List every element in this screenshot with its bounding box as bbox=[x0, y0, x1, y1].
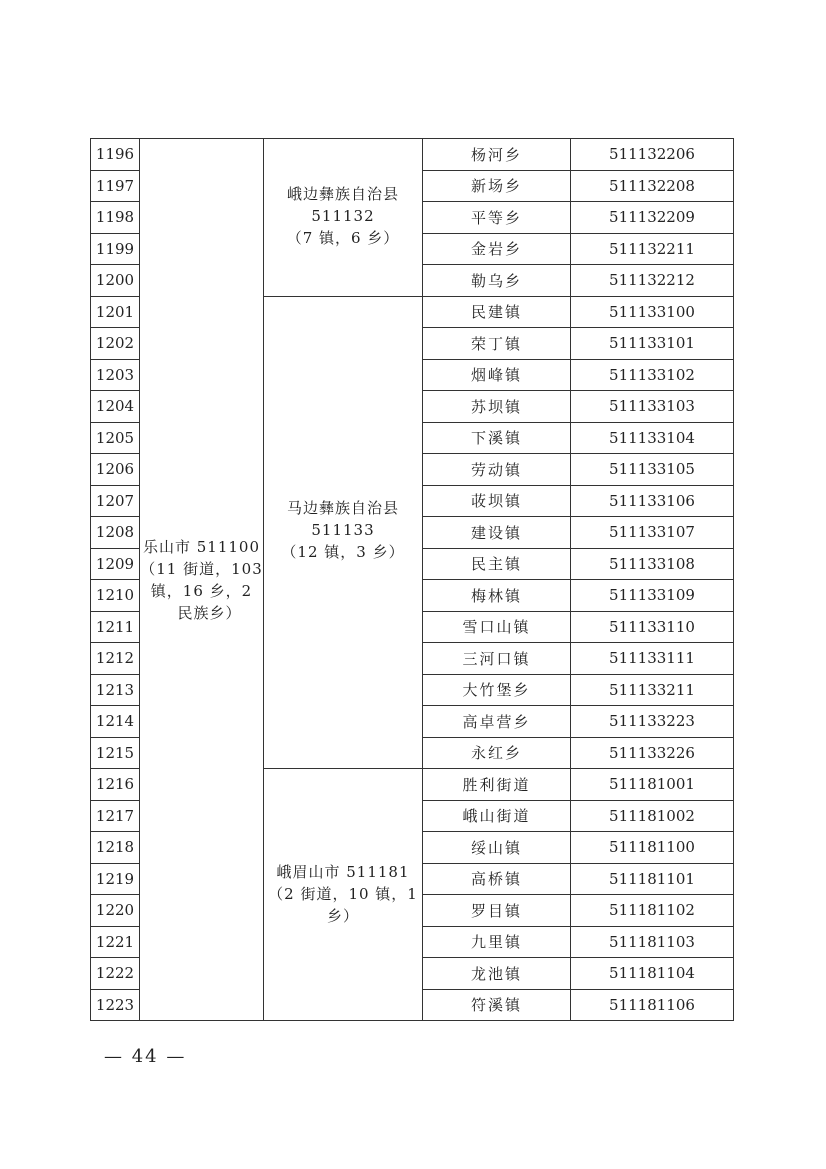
town-code: 511133105 bbox=[571, 454, 734, 486]
town-name: 平等乡 bbox=[423, 202, 571, 234]
row-number: 1211 bbox=[91, 611, 140, 643]
town-code: 511181102 bbox=[571, 895, 734, 927]
town-code: 511181101 bbox=[571, 863, 734, 895]
row-number: 1207 bbox=[91, 485, 140, 517]
row-number: 1213 bbox=[91, 674, 140, 706]
town-name: 劳动镇 bbox=[423, 454, 571, 486]
town-code: 511133100 bbox=[571, 296, 734, 328]
town-name: 苏坝镇 bbox=[423, 391, 571, 423]
row-number: 1203 bbox=[91, 359, 140, 391]
town-code: 511181100 bbox=[571, 832, 734, 864]
county-name-code: 峨眉山市 511181 bbox=[276, 863, 410, 881]
row-number: 1217 bbox=[91, 800, 140, 832]
town-code: 511133223 bbox=[571, 706, 734, 738]
town-name: 永红乡 bbox=[423, 737, 571, 769]
table-body bbox=[91, 139, 734, 1021]
city-summary-line: （11 街道，103 bbox=[140, 559, 263, 578]
town-code: 511181001 bbox=[571, 769, 734, 801]
row-number: 1208 bbox=[91, 517, 140, 549]
row-number: 1205 bbox=[91, 422, 140, 454]
town-code: 511181106 bbox=[571, 989, 734, 1021]
town-code: 511133101 bbox=[571, 328, 734, 360]
town-code: 511132206 bbox=[571, 139, 734, 171]
town-code: 511133109 bbox=[571, 580, 734, 612]
town-name: 峨山街道 bbox=[423, 800, 571, 832]
row-number: 1223 bbox=[91, 989, 140, 1021]
town-name: 九里镇 bbox=[423, 926, 571, 958]
county-cell bbox=[264, 296, 423, 769]
town-code: 511133102 bbox=[571, 359, 734, 391]
town-code: 511132208 bbox=[571, 170, 734, 202]
town-name: 杨河乡 bbox=[423, 139, 571, 171]
page-number: — 44 — bbox=[104, 1046, 187, 1067]
county-summary: （2 街道，10 镇，1 bbox=[268, 885, 418, 903]
town-name: 三河口镇 bbox=[423, 643, 571, 675]
city-name-code: 乐山市 511100 bbox=[142, 537, 261, 556]
town-name: 绥山镇 bbox=[423, 832, 571, 864]
town-code: 511133107 bbox=[571, 517, 734, 549]
town-name: 梅林镇 bbox=[423, 580, 571, 612]
row-number: 1209 bbox=[91, 548, 140, 580]
town-name: 民建镇 bbox=[423, 296, 571, 328]
town-name: 大竹堡乡 bbox=[423, 674, 571, 706]
row-number: 1198 bbox=[91, 202, 140, 234]
town-name: 荍坝镇 bbox=[423, 485, 571, 517]
town-code: 511133103 bbox=[571, 391, 734, 423]
town-name: 新场乡 bbox=[423, 170, 571, 202]
table-row bbox=[91, 139, 734, 171]
town-code: 511133110 bbox=[571, 611, 734, 643]
town-name: 龙池镇 bbox=[423, 958, 571, 990]
row-number: 1219 bbox=[91, 863, 140, 895]
town-name: 烟峰镇 bbox=[423, 359, 571, 391]
town-code: 511133111 bbox=[571, 643, 734, 675]
town-code: 511132212 bbox=[571, 265, 734, 297]
row-number: 1222 bbox=[91, 958, 140, 990]
town-code: 511181103 bbox=[571, 926, 734, 958]
town-code: 511133211 bbox=[571, 674, 734, 706]
town-name: 胜利街道 bbox=[423, 769, 571, 801]
town-code: 511132209 bbox=[571, 202, 734, 234]
county-summary: 乡） bbox=[326, 907, 359, 925]
row-number: 1218 bbox=[91, 832, 140, 864]
town-name: 民主镇 bbox=[423, 548, 571, 580]
county-summary: （7 镇，6 乡） bbox=[286, 229, 400, 247]
row-number: 1212 bbox=[91, 643, 140, 675]
row-number: 1215 bbox=[91, 737, 140, 769]
county-cell bbox=[264, 139, 423, 297]
county-cell bbox=[264, 769, 423, 1021]
town-name: 符溪镇 bbox=[423, 989, 571, 1021]
town-code: 511181002 bbox=[571, 800, 734, 832]
town-name: 雪口山镇 bbox=[423, 611, 571, 643]
town-code: 511181104 bbox=[571, 958, 734, 990]
city-summary-line: 镇，16 乡，2 bbox=[150, 581, 253, 600]
row-number: 1206 bbox=[91, 454, 140, 486]
town-name: 荣丁镇 bbox=[423, 328, 571, 360]
row-number: 1196 bbox=[91, 139, 140, 171]
county-name: 马边彝族自治县 bbox=[286, 498, 399, 517]
row-number: 1216 bbox=[91, 769, 140, 801]
town-name: 高桥镇 bbox=[423, 863, 571, 895]
town-code: 511133106 bbox=[571, 485, 734, 517]
row-number: 1204 bbox=[91, 391, 140, 423]
row-number: 1220 bbox=[91, 895, 140, 927]
county-code: 511133 bbox=[311, 520, 375, 539]
row-number: 1200 bbox=[91, 265, 140, 297]
town-name: 建设镇 bbox=[423, 517, 571, 549]
row-number: 1210 bbox=[91, 580, 140, 612]
town-code: 511133108 bbox=[571, 548, 734, 580]
town-name: 罗目镇 bbox=[423, 895, 571, 927]
city-cell bbox=[140, 139, 264, 1021]
town-name: 金岩乡 bbox=[423, 233, 571, 265]
county-summary: （12 镇，3 乡） bbox=[281, 542, 405, 561]
town-code: 511132211 bbox=[571, 233, 734, 265]
row-number: 1202 bbox=[91, 328, 140, 360]
county-code: 511132 bbox=[311, 207, 375, 225]
row-number: 1199 bbox=[91, 233, 140, 265]
town-name: 高卓营乡 bbox=[423, 706, 571, 738]
county-name: 峨边彝族自治县 bbox=[286, 185, 399, 203]
town-code: 511133226 bbox=[571, 737, 734, 769]
row-number: 1221 bbox=[91, 926, 140, 958]
division-code-table bbox=[90, 138, 734, 1021]
town-code: 511133104 bbox=[571, 422, 734, 454]
row-number: 1201 bbox=[91, 296, 140, 328]
row-number: 1197 bbox=[91, 170, 140, 202]
row-number: 1214 bbox=[91, 706, 140, 738]
city-summary-line: 民族乡） bbox=[177, 603, 242, 622]
town-name: 下溪镇 bbox=[423, 422, 571, 454]
town-name: 勒乌乡 bbox=[423, 265, 571, 297]
